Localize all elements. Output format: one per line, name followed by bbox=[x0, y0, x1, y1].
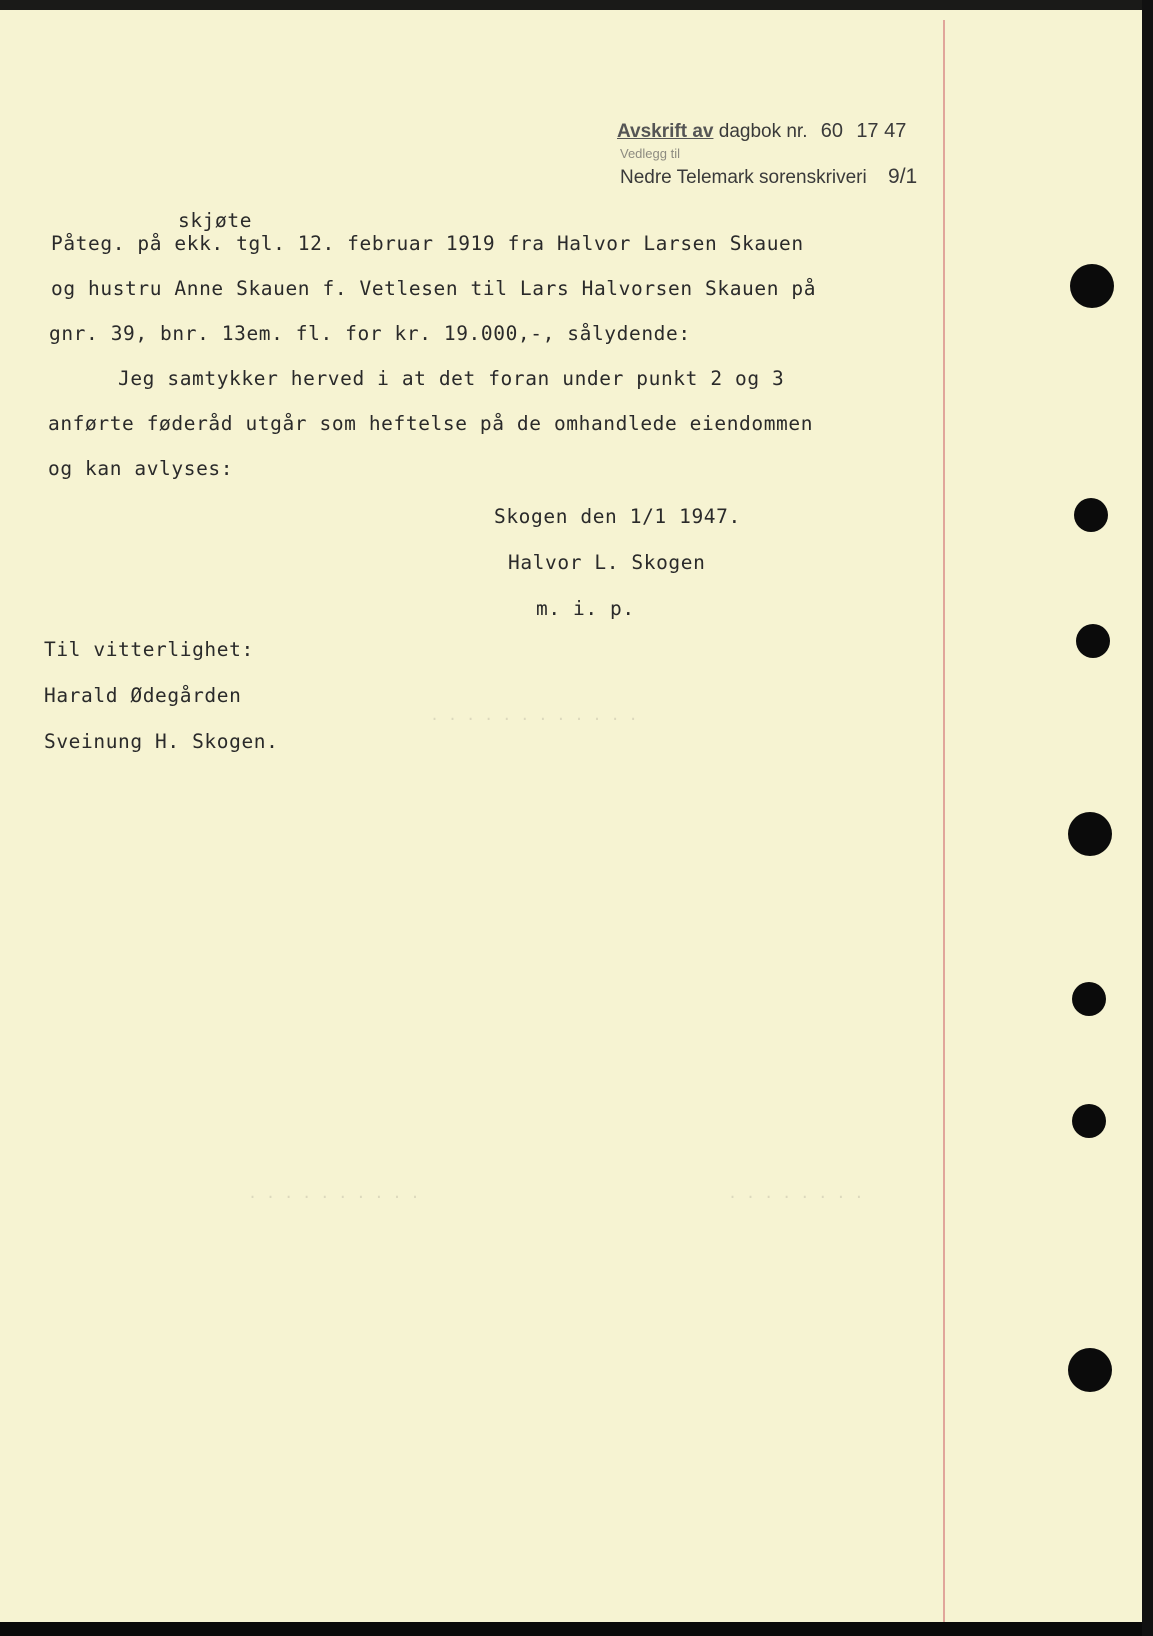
punch-hole bbox=[1074, 498, 1108, 532]
place-date: Skogen den 1/1 1947. bbox=[494, 505, 741, 528]
stamp-attachment: Vedlegg til bbox=[620, 146, 680, 161]
scan-border-bottom bbox=[0, 1622, 1153, 1636]
insertion-skjote: skjøte bbox=[178, 209, 253, 232]
stamp-office: Nedre Telemark sorenskriveri bbox=[620, 167, 867, 188]
punch-hole bbox=[1072, 982, 1106, 1016]
text-line: anførte føderåd utgår som heftelse på de omhandlede eiendommen bbox=[48, 412, 814, 435]
signer-note: m. i. p. bbox=[536, 597, 635, 620]
show-through: . . . . . . . . bbox=[728, 1184, 864, 1202]
scan-border-right bbox=[1142, 0, 1153, 1636]
stamp-label: Avskrift av bbox=[617, 121, 714, 142]
punch-hole bbox=[1076, 624, 1110, 658]
punch-hole bbox=[1072, 1104, 1106, 1138]
text-line: Jeg samtykker herved i at det foran under punkt 2 og 3 bbox=[118, 367, 785, 390]
show-through: . . . . . . . . . . bbox=[248, 1184, 420, 1202]
witness-name: Sveinung H. Skogen. bbox=[44, 730, 279, 753]
punch-hole bbox=[1068, 812, 1112, 856]
signer: Halvor L. Skogen bbox=[508, 551, 706, 574]
margin-line bbox=[943, 20, 945, 1622]
show-through: . . . . . . . . . . . . bbox=[430, 706, 638, 724]
stamp-dagbok: dagbok nr. bbox=[718, 121, 808, 142]
witness-name: Harald Ødegården bbox=[44, 684, 242, 707]
text-line: gnr. 39, bnr. 13em. fl. for kr. 19.000,-, sålydende: bbox=[49, 322, 691, 345]
punch-hole bbox=[1068, 1348, 1112, 1392]
text-line: og hustru Anne Skauen f. Vetlesen til Lars Halvorsen Skauen på bbox=[51, 277, 817, 300]
stamp-dagbok-number: 60 bbox=[820, 120, 844, 142]
witness-heading: Til vitterlighet: bbox=[44, 638, 254, 661]
text-line: Påteg. på ekk. tgl. 12. februar 1919 fra Halvor Larsen Skauen bbox=[51, 232, 804, 255]
stamp-year: 17 47 bbox=[856, 120, 907, 142]
stamp-date: 9/1 bbox=[888, 165, 918, 188]
text-line: og kan avlyses: bbox=[48, 457, 234, 480]
punch-hole bbox=[1070, 264, 1114, 308]
